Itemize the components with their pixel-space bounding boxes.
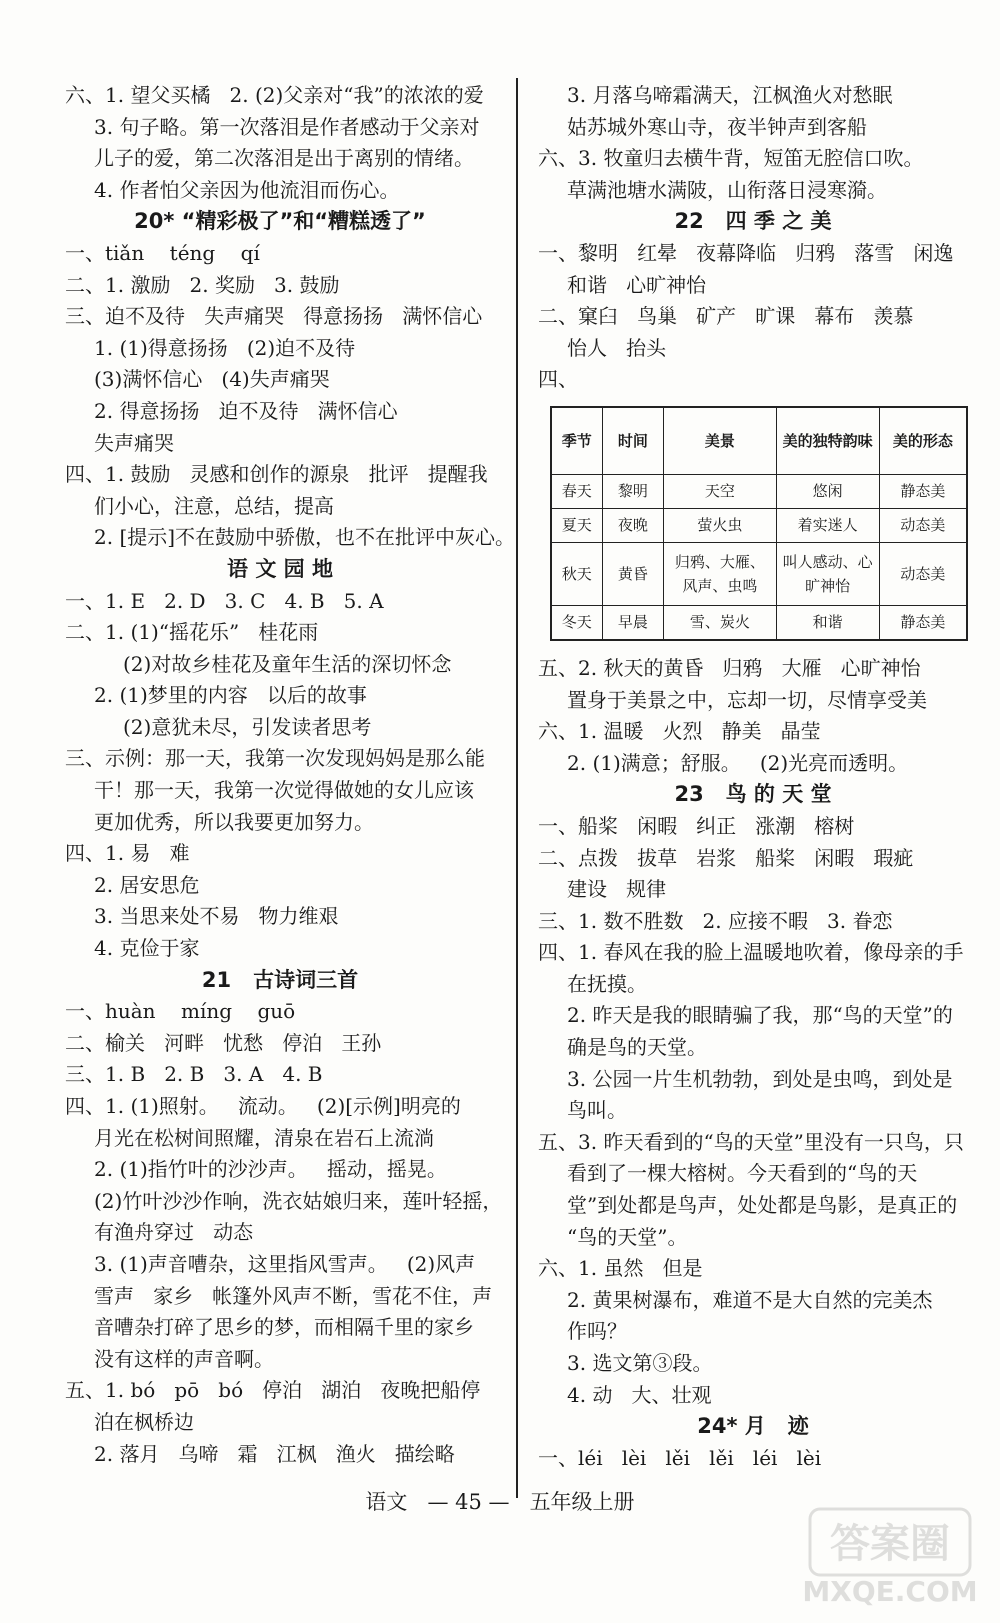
answer-line: 雪声 家乡 帐篷外风声不断，雪花不住，声 [94,1283,493,1308]
section-heading: 20* “精彩极了”和“糟糕透了” [134,209,426,234]
right-column-bottom [538,653,968,1474]
answer-line: 看到了一棵大榕树。今天看到的“鸟的天 [567,1161,918,1186]
answer-line: 更加优秀，所以我要更加努力。 [94,809,374,834]
table-cell: 冬天 [551,605,602,640]
table-header-row [551,407,967,475]
answer-line: 草满池塘水满陂，山衔落日浸寒漪。 [567,177,887,202]
table-row [551,542,967,605]
answer-line: 二、窠臼 鸟巢 矿产 旷课 幕布 羡慕 [538,304,914,329]
answer-line: 在抚摸。 [567,971,647,996]
answer-line: 2. (1)指竹叶的沙沙声。 摇动，摇晃。 [94,1157,447,1182]
answer-line: 建设 规律 [567,877,667,902]
footer-grade: 五年级上册 [529,1490,635,1514]
answer-line: 六、1. 望父买橘 2. (2)父亲对“我”的浓浓的爱 [65,83,484,107]
answer-line: 没有这样的声音啊。 [94,1346,274,1371]
footer-subject: 语文 [365,1490,408,1514]
table-cell: 雪、炭火 [664,605,776,640]
right-column-top [538,80,968,396]
left-column [65,80,516,1470]
answer-line: 4. 克俭于家 [94,936,200,961]
answer-line: 2. 居安思危 [94,872,200,897]
answer-line: 们小心，注意，总结，提高 [94,493,334,518]
table-cell: 天空 [664,474,776,508]
table-row [551,605,967,640]
answer-line: 4. 作者怕父亲因为他流泪而伤心。 [94,177,400,202]
answer-line: 音嘈杂打碎了思乡的梦，而相隔千里的家乡 [94,1315,474,1340]
table-row [551,474,967,508]
answer-line: 六、1. 虽然 但是 [538,1256,703,1281]
watermark-title: 答案圈 [830,1521,950,1567]
table-cell: 静态美 [879,605,967,640]
table-cell: 叫人感动、心旷神怡 [776,542,879,605]
answer-line: 3. (1)声音嘈杂，这里指风雪声。 (2)风声 [94,1251,476,1276]
watermark-logo [802,1505,982,1610]
answer-line: 怡人 抬头 [567,335,667,360]
answer-line: 二、1. (1)“摇花乐” 桂花雨 [65,620,319,645]
answer-line: 姑苏城外寒山寺，夜半钟声到客船 [567,114,867,139]
answer-line: 2. 昨天是我的眼睛骗了我，那“鸟的天堂”的 [567,1003,953,1028]
answer-line: 三、1. B 2. B 3. A 4. B [65,1062,323,1087]
answer-line: 失声痛哭 [94,430,174,455]
section-heading: 23 鸟 的 天 堂 [674,782,832,807]
answer-line: 五、2. 秋天的黄昏 归鸦 大雁 心旷神怡 [538,655,921,680]
answer-line: 鸟叫。 [567,1098,627,1123]
answer-line: (2)意犹未尽，引发读者思考 [123,714,372,739]
table-header-cell: 时间 [602,407,664,475]
table-header-cell: 美的形态 [879,407,967,475]
answer-line: 1. (1)得意扬扬 (2)迫不及待 [94,335,356,360]
answer-line: 作吗？ [567,1319,627,1344]
answer-line: 四、1. 易 难 [65,841,190,866]
answer-line: 三、迫不及待 失声痛哭 得意扬扬 满怀信心 [65,304,483,329]
table-cell: 静态美 [879,474,967,508]
answer-line: 3. 句子略。第一次落泪是作者感动于父亲对 [94,114,480,139]
table-header-cell: 季节 [551,407,602,475]
answer-line: 二、1. 激励 2. 奖励 3. 鼓励 [65,272,340,297]
answer-line: 2. 落月 乌啼 霜 江枫 渔火 描绘略 [94,1441,455,1466]
table-header-cell: 美的独特韵味 [776,407,879,475]
answer-line: 四、1. (1)照射。 流动。 (2)[示例]明亮的 [65,1094,461,1118]
table-cell: 黄昏 [602,542,664,605]
answer-line: (2)竹叶沙沙作响，洗衣姑娘归来，莲叶轻摇， [94,1188,503,1213]
answer-line: 二、点拨 拔草 岩浆 船桨 闲暇 瑕疵 [538,845,914,870]
answer-line: 3. 选文第③段。 [567,1351,713,1375]
answer-line: 有渔舟穿过 动态 [94,1220,254,1245]
answer-line: 五、3. 昨天看到的“鸟的天堂”里没有一只鸟，只 [538,1129,964,1154]
table-cell: 秋天 [551,542,602,605]
answer-line: 4. 动 大、壮观 [567,1382,712,1407]
table-row [551,508,967,542]
answer-line: (3)满怀信心 (4)失声痛哭 [94,367,330,392]
answer-line: 三、1. 数不胜数 2. 应接不暇 3. 眷恋 [538,908,893,933]
section-heading: 24* 月 迹 [697,1414,809,1439]
right-column [538,80,968,1474]
answer-line: 六、3. 牧童归去横牛背，短笛无腔信口吹。 [538,146,924,171]
answer-line: (2)对故乡桂花及童年生活的深切怀念 [123,651,452,676]
answer-line: 六、1. 温暖 火烈 静美 晶莹 [538,719,821,744]
page-number: — 45 — [427,1490,510,1514]
table-cell: 萤火虫 [664,508,776,542]
table-cell: 春天 [551,474,602,508]
table-header-cell: 美景 [664,407,776,475]
answer-line: 干！那一天，我第一次觉得做她的女儿应该 [94,778,474,803]
answer-line: 3. 月落乌啼霜满天，江枫渔火对愁眠 [567,83,893,107]
answer-line: 2. 得意扬扬 迫不及待 满怀信心 [94,398,398,423]
table-cell: 动态美 [879,542,967,605]
table-cell: 早晨 [602,605,664,640]
watermark-url: MXQE.COM [802,1575,978,1608]
answer-line: 一、船桨 闲暇 纠正 涨潮 榕树 [538,813,855,838]
table-cell: 归鸦、大雁、风声、虫鸣 [664,542,776,605]
answer-line: 和谐 心旷神怡 [567,272,707,297]
answer-line: 2. (1)梦里的内容 以后的故事 [94,683,367,708]
answer-line: 一、léi lèi lěi lěi léi lèi [538,1445,822,1470]
answer-line: 确是鸟的天堂。 [567,1035,707,1060]
answer-line: 一、黎明 红晕 夜幕降临 归鸦 落雪 闲逸 [538,240,954,265]
section-heading: 语 文 园 地 [227,556,333,581]
season-table [550,406,968,641]
answer-line: 儿子的爱，第二次落泪是出于离别的情绪。 [94,146,474,171]
answer-line: 置身于美景之中，忘却一切，尽情享受美 [567,687,927,712]
answer-line: 四、1. 鼓励 灵感和创作的源泉 批评 提醒我 [65,462,488,487]
table-cell: 悠闲 [776,474,879,508]
answer-line: 3. 公园一片生机勃勃，到处是虫鸣，到处是 [567,1066,953,1091]
table-cell: 夏天 [551,508,602,542]
answer-line: 堂”到处都是鸟声，处处都是鸟影，是真正的 [567,1193,958,1218]
table-cell: 着实迷人 [776,508,879,542]
answer-line: 三、示例：那一天，我第一次发现妈妈是那么能 [65,746,485,771]
answer-line: 一、1. E 2. D 3. C 4. B 5. A [65,588,384,613]
answer-line: 2. (1)满意；舒服。 (2)光亮而透明。 [567,750,909,775]
answer-line: 3. 当思来处不易 物力维艰 [94,904,339,929]
section-heading: 22 四 季 之 美 [674,209,832,234]
answer-line: 四、 [538,367,578,392]
answer-line: 月光在松树间照耀，清泉在岩石上流淌 [94,1125,434,1150]
answer-line: 2. [提示]不在鼓励中骄傲，也不在批评中灰心。 [94,525,516,550]
table-cell: 和谐 [776,605,879,640]
answer-line: 一、tiǎn téng qí [65,240,260,265]
table-cell: 夜晚 [602,508,664,542]
answer-line: 一、huàn míng guō [65,999,296,1024]
answer-line: 泊在枫桥边 [94,1409,194,1434]
answer-line: 四、1. 春风在我的脸上温暖地吹着，像母亲的手 [538,940,964,965]
answer-line: 2. 黄果树瀑布，难道不是大自然的完美杰 [567,1287,933,1312]
column-divider [516,78,518,1498]
section-heading: 21 古诗词三首 [201,967,359,992]
answer-line: 二、榆关 河畔 忧愁 停泊 王孙 [65,1030,382,1055]
table-cell: 黎明 [602,474,664,508]
answer-line: 五、1. bó pō bó 停泊 湖泊 夜晚把船停 [65,1378,481,1403]
answer-line: “鸟的天堂”。 [567,1224,688,1249]
table-cell: 动态美 [879,508,967,542]
